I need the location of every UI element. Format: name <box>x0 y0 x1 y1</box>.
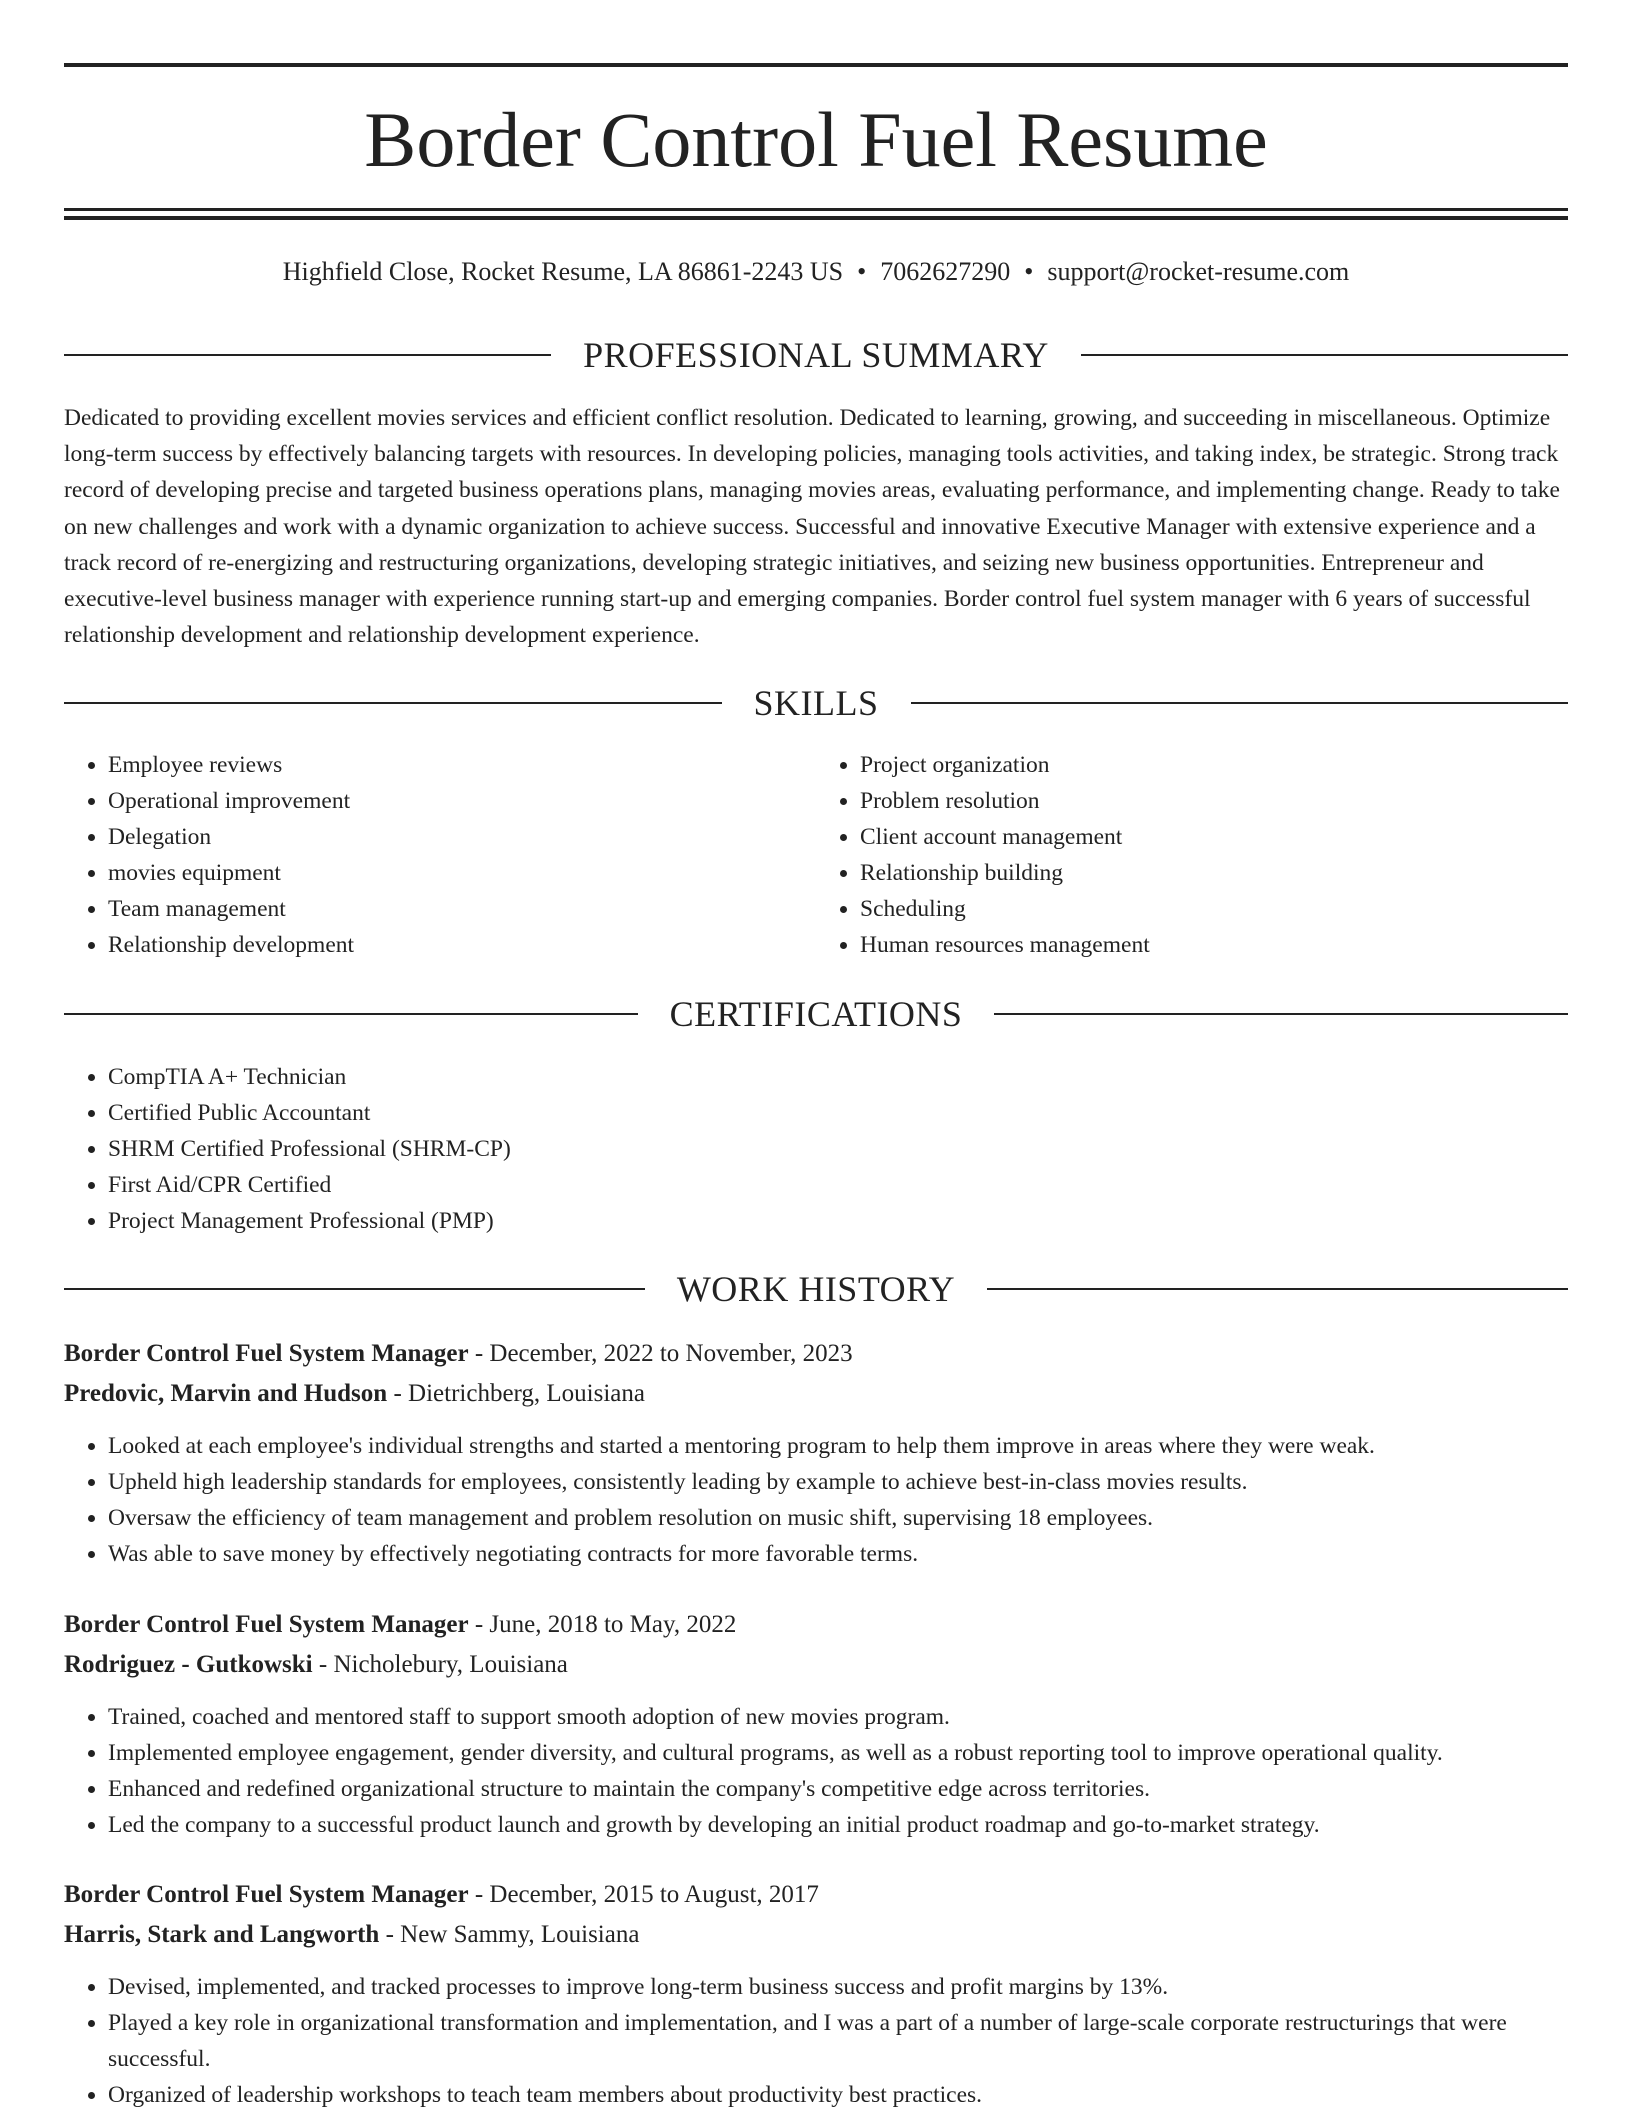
section-rule-right <box>1081 354 1568 356</box>
skills-list <box>64 747 1568 963</box>
certification-item: • SHRM Certified Professional (SHRM-CP) <box>108 1131 1568 1167</box>
skill-item: • Delegation <box>108 819 816 855</box>
contact-separator: • <box>1024 257 1034 286</box>
job-bullets <box>64 1428 1568 1572</box>
job-location: - New Sammy, Louisiana <box>379 1921 640 1948</box>
skill-item: • Relationship development <box>108 927 816 963</box>
job-bullet: • Implemented employee engagement, gender diversity, and cultural programs, as well as a robust reporting tool to improve operational quality. <box>108 1735 1568 1771</box>
skill-item: • Project organization <box>860 747 1568 783</box>
section-rule-right <box>911 702 1569 704</box>
skill-item: • Operational improvement <box>108 783 816 819</box>
skills-column-right <box>816 747 1568 963</box>
section-title-skills: SKILLS <box>753 683 879 723</box>
contact-line <box>64 254 1568 290</box>
job-bullet: • Trained, coached and mentored staff to support smooth adoption of new movies program. <box>108 1699 1568 1735</box>
job-title-line <box>64 1605 1568 1645</box>
skill-item: • Human resources management <box>860 927 1568 963</box>
contact-phone: 7062627290 <box>880 257 1011 286</box>
skills-column-left <box>64 747 816 963</box>
top-rule <box>64 63 1568 67</box>
job-bullets <box>64 1969 1568 2113</box>
skill-item: • Client account management <box>860 819 1568 855</box>
job-location: - Dietrichberg, Louisiana <box>387 1380 645 1407</box>
job-bullets <box>64 1699 1568 1843</box>
skill-item: • Team management <box>108 891 816 927</box>
summary-text: Dedicated to providing excellent movies services and efficient conflict resolution. Dedicated to learning, growing, and succeeding in miscellaneous. Optimize long-term success by effectively balancing targets with resources. In developing policies, managing tools activities, and taking index, be strategic. Strong track record of developing precise and targeted business operations plans, managing movies areas, evaluating performance, and implementing change. Ready to take on new challenges and work with a dynamic organization to achieve success. Successful and innovative Executive Manager with extensive experience and a track record of re-energizing and restructuring organizations, developing strategic initiatives, and seizing new business opportunities. Entrepreneur and executive-level business manager with experience running start-up and emerging companies. Border control fuel system manager with 6 years of successful relationship development and relationship development experience. <box>64 405 1560 649</box>
contact-address: Highfield Close, Rocket Resume, LA 86861-2243 US <box>282 257 844 286</box>
certification-item: • CompTIA A+ Technician <box>108 1059 1568 1095</box>
job-title: Border Control Fuel System Manager <box>64 1611 469 1638</box>
certification-item: • Project Management Professional (PMP) <box>108 1203 1568 1239</box>
contact-email: support@rocket-resume.com <box>1047 257 1350 286</box>
title-rule-upper <box>64 208 1568 211</box>
section-rule-left <box>64 1013 638 1015</box>
section-header-certifications <box>64 992 1568 1036</box>
skill-item: • Relationship building <box>860 855 1568 891</box>
job-bullet: • Oversaw the efficiency of team management and problem resolution on music shift, supervising 18 employees. <box>108 1500 1568 1536</box>
section-header-summary <box>64 333 1568 377</box>
job-bullet: • Led the company to a successful product launch and growth by developing an initial product roadmap and go-to-market strategy. <box>108 1807 1568 1843</box>
section-rule-left <box>64 354 551 356</box>
skill-item: • Problem resolution <box>860 783 1568 819</box>
certification-item: • Certified Public Accountant <box>108 1095 1568 1131</box>
job-title: Border Control Fuel System Manager <box>64 1340 469 1367</box>
job-entry <box>64 1605 1568 1843</box>
job-company: Predovic, Marvin and Hudson <box>64 1380 388 1407</box>
skill-item: • movies equipment <box>108 855 816 891</box>
section-title-summary: PROFESSIONAL SUMMARY <box>583 335 1049 375</box>
job-title-line <box>64 1875 1568 1915</box>
skill-item: • Scheduling <box>860 891 1568 927</box>
section-rule-left <box>64 1288 645 1290</box>
certification-item: • First Aid/CPR Certified <box>108 1167 1568 1203</box>
section-rule-right <box>987 1288 1568 1290</box>
job-entry <box>64 1875 1568 2113</box>
job-dates: - December, 2022 to November, 2023 <box>468 1340 853 1367</box>
certifications-list <box>64 1059 1568 1239</box>
title-rule-lower <box>64 216 1568 220</box>
job-title: Border Control Fuel System Manager <box>64 1881 469 1908</box>
contact-separator: • <box>857 257 867 286</box>
section-title-work-history: WORK HISTORY <box>676 1269 956 1309</box>
section-header-work-history <box>64 1267 1568 1311</box>
job-location: - Nicholebury, Louisiana <box>312 1651 568 1678</box>
job-dates: - June, 2018 to May, 2022 <box>468 1611 737 1638</box>
section-title-certifications: CERTIFICATIONS <box>669 994 963 1034</box>
skill-item: • Employee reviews <box>108 747 816 783</box>
job-bullet: • Played a key role in organizational transformation and implementation, and I was a part of a number of large-scale corporate restructurings that were successful. <box>108 2005 1568 2077</box>
job-company-line <box>64 1374 1568 1414</box>
section-header-skills <box>64 681 1568 725</box>
job-bullet: • Was able to save money by effectively negotiating contracts for more favorable terms. <box>108 1536 1568 1572</box>
resume-title: Border Control Fuel Resume <box>364 96 1268 183</box>
resume-page <box>64 0 1568 2112</box>
job-bullet: • Looked at each employee's individual strengths and started a mentoring program to help them improve in areas where they were weak. <box>108 1428 1568 1464</box>
job-dates: - December, 2015 to August, 2017 <box>468 1881 819 1908</box>
job-bullet: • Enhanced and redefined organizational structure to maintain the company's competitive edge across territories. <box>108 1771 1568 1807</box>
section-rule-right <box>994 1013 1568 1015</box>
job-company-line <box>64 1645 1568 1685</box>
job-bullet: • Devised, implemented, and tracked processes to improve long-term business success and profit margins by 13%. <box>108 1969 1568 2005</box>
job-title-line <box>64 1334 1568 1374</box>
job-entry <box>64 1334 1568 1572</box>
job-company: Rodriguez - Gutkowski <box>64 1651 313 1678</box>
job-company-line <box>64 1915 1568 1955</box>
job-bullet: • Upheld high leadership standards for employees, consistently leading by example to achieve best-in-class movies results. <box>108 1464 1568 1500</box>
job-bullet: • Organized of leadership workshops to teach team members about productivity best practices. <box>108 2077 1568 2113</box>
job-company: Harris, Stark and Langworth <box>64 1921 380 1948</box>
section-rule-left <box>64 702 722 704</box>
